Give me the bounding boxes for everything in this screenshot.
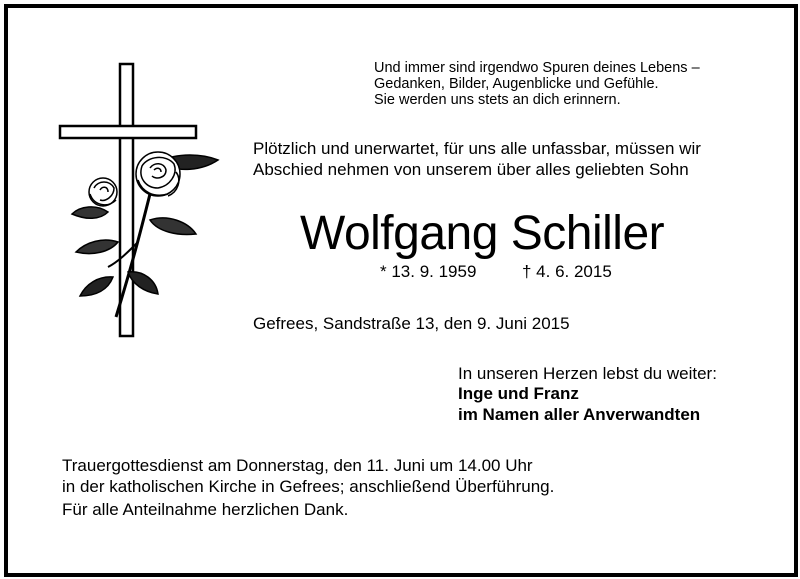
service-line: in der katholischen Kirche in Gefrees; anschließend Überführung. xyxy=(62,476,555,496)
place-and-date: Gefrees, Sandstraße 13, den 9. Juni 2015 xyxy=(253,314,570,333)
deceased-name: Wolfgang Schiller xyxy=(300,207,665,260)
service-line: Trauergottesdienst am Donnerstag, den 11. Juni um 14.00 Uhr xyxy=(62,456,533,475)
intro-line: Abschied nehmen von unserem über alles geliebten Sohn xyxy=(253,160,689,179)
funeral-service-info xyxy=(62,456,554,497)
mourners-names xyxy=(458,384,700,425)
poem xyxy=(374,60,700,108)
poem-line: Und immer sind irgendwo Spuren deines Lebens – xyxy=(374,60,700,76)
mourner-line: im Namen aller Anverwandten xyxy=(458,404,701,424)
poem-line: Gedanken, Bilder, Augenblicke und Gefühle. xyxy=(374,76,659,92)
rose-icon xyxy=(72,152,218,317)
intro-line: Plötzlich und unerwartet, für uns alle unfassbar, müssen wir xyxy=(253,139,701,158)
thanks-line: Für alle Anteilnahme herzlichen Dank. xyxy=(62,500,349,519)
poem-line: Sie werden uns stets an dich erinnern. xyxy=(374,92,621,108)
birth-date: * 13. 9. 1959 xyxy=(380,262,477,281)
death-date: † 4. 6. 2015 xyxy=(522,262,612,281)
mourner-line: Inge und Franz xyxy=(458,384,579,403)
cross-with-rose-illustration xyxy=(58,62,228,342)
mourners-heading: In unseren Herzen lebst du weiter: xyxy=(458,364,717,383)
intro-text xyxy=(253,138,701,180)
